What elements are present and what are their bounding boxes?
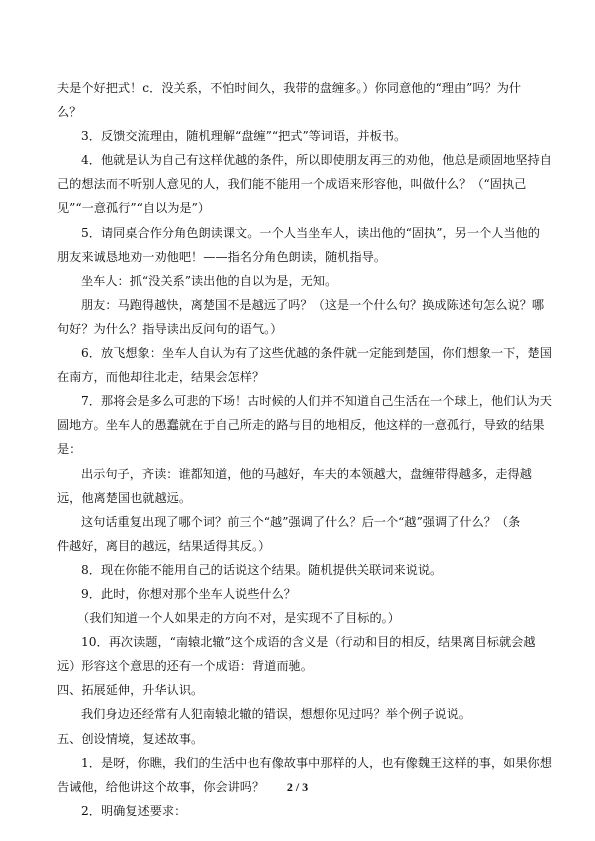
text-line: 么？ [57,105,82,120]
text-line: 五、创设情境，复述故事。 [57,731,204,746]
text-line: 朋友：马跑得越快，离楚国不是越远了吗？（这是一个什么句？换成陈述句怎么说？哪 [81,297,545,312]
text-line: 告诫他，给他讲这个故事，你会讲吗？ [57,779,265,794]
text-line: 己的想法而不听别人意见的人，我们能不能用一个成语来形容他，叫做什么？（“固执己 [57,177,527,192]
text-line: 出示句子，齐读：谁都知道，他的马越好，车夫的本领越大，盘缠带得越多，走得越 [81,466,532,481]
text-line: 件越好，离目的越远，结果适得其反。） [57,538,271,553]
text-line: 4．他就是认为自己有这样优越的条件，所以即使朋友再三的劝他，他总是顽固地坚持自 [81,153,552,168]
text-line: 3．反馈交流理由，随机理解“盘缠”“把式”等词语，并板书。 [81,129,407,144]
text-line: 我们身边还经常有人犯南辕北辙的错误，想想你见过吗？举个例子说说。 [81,707,471,722]
text-line: 坐车人：抓“没关系”读出他的自以为是，无知。 [81,273,338,288]
document-body [57,76,552,823]
text-line: 圆地方。坐车人的愚蠢就在于自己所走的路与目的地相反，他这样的一意孤行，导致的结果 [57,418,545,433]
text-line: 1．是呀，你瞧，我们的生活中也有像故事中那样的人，也有像魏王这样的事，如果你想 [81,755,552,770]
text-line: 四、拓展延伸，升华认识。 [57,683,204,698]
text-line: 夫是个好把式！c．没关系，不怕时间久，我带的盘缠多。）你同意他的“理由”吗？为什 [57,81,522,95]
page-number: 2 / 3 [286,780,309,794]
text-line: 8．现在你能不能用自己的话说这个结果。随机提供关联词来说说。 [81,562,443,577]
text-line: 6．放飞想象：坐车人自认为有了这些优越的条件就一定能到楚国，你们想象一下，楚国 [81,346,552,361]
text-line: （我们知道一个人如果走的方向不对，是实现不了目标的。） [77,611,400,626]
text-line: 是： [57,442,82,457]
text-line: 这句话重复出现了哪个词？前三个“越”强调了什么？后一个“越”强调了什么？（条 [81,514,521,529]
text-line: 2．明确复述要求： [81,803,187,818]
text-line: 9．此时，你想对那个坐车人说些什么？ [81,586,296,601]
text-line: 句好？为什么？指导读出反问句的语气。） [57,321,283,336]
text-line: 远，他离楚国也就越远。 [57,490,192,505]
text-line: 10．再次读题，“南辕北辙”这个成语的含义是（行动和目的相反，结果离目标就会越 [81,635,536,650]
text-line: 见”“一意孤行”“自以为是”） [57,201,211,216]
text-line: 在南方，而他却往北走，结果会怎样？ [57,370,265,385]
text-line: 朋友来诚恳地劝一劝他吧！——指名分角色朗读，随机指导。 [57,249,387,264]
text-line: 5．请同桌合作分角色朗读课文。一个人当坐车人，读出他的“固执”，另一个人当他的 [81,225,540,240]
text-line: 远）形容这个意思的还有一个成语：背道而驰。 [57,659,313,674]
text-line: 7．那将会是多么可悲的下场！古时候的人们并不知道自己生活在一个球上，他们认为天 [81,394,552,409]
